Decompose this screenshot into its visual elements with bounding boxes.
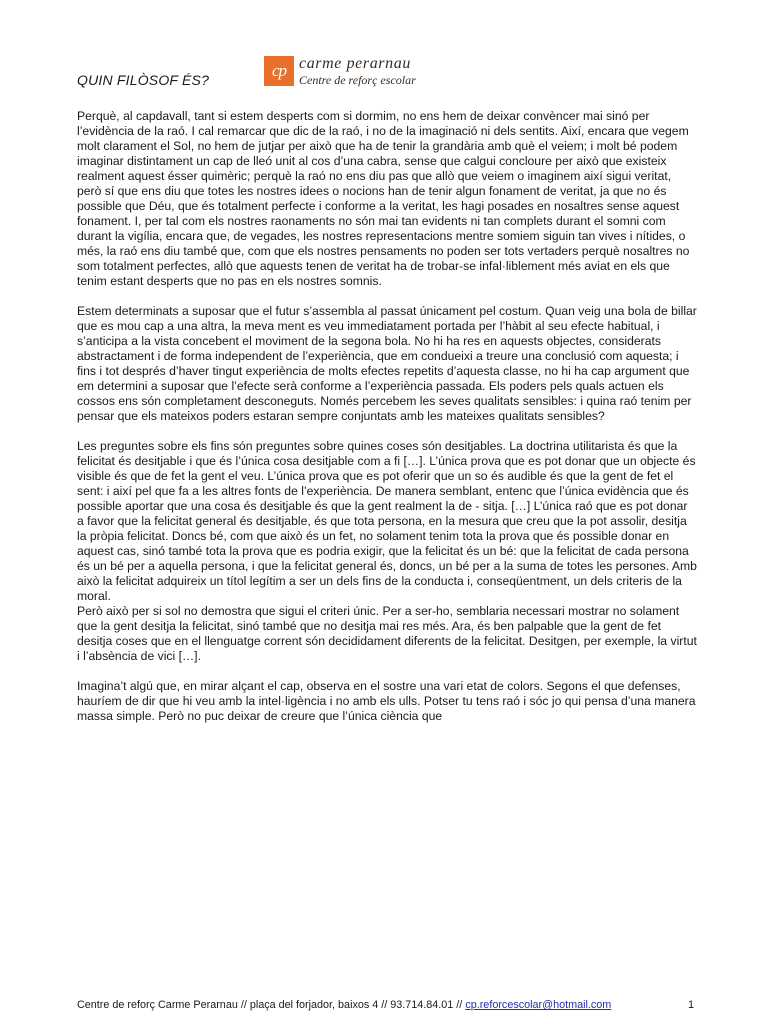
paragraph-plato: Imagina’t algú que, en mirar alçant el cap, observa en el sostre una vari etat de colors. Segons el que defenses, hauríem de dir que hi veu amb la intel·ligència i no amb els ulls. Potser tu tens raó i sóc jo qui pensa d’una manera massa simple. Però no puc deixar de creure que l’única ciència que xyxy=(77,679,696,723)
document-body xyxy=(77,109,697,724)
brand-logo xyxy=(264,56,416,86)
page-title: QUIN FILÒSOF ÉS? xyxy=(77,72,210,88)
paragraph-mill: Les preguntes sobre els fins són preguntes sobre quines coses són desitjables. La doctrina utilitarista és que la felicitat és desitjable i que és l’única cosa desitjable com a fi […]. L’única prova que es pot donar que un objecte és visible és que de fet la gent el veu. L’única prova que es pot oferir que un so és audible és que la gent de fet el sent: i així pel que fa a les altres fonts de l’experiència. De manera semblant, entenc que l’única evidència que és possible aportar que una cosa és desitjable és que la gent realment la de - sitja. […] L’única raó que es pot donar a favor que la felicitat general és desitjable, és que tota persona, en la mesura que creu que la pot assolir, desitja la pròpia felicitat. Doncs bé, com que això és un fet, no solament tenim tota la prova que és possible donar en aquest cas, sinó també tota la prova que es podria exigir, que la felicitat és un bé: que la felicitat de cada persona és un bé per a aquella persona, i que la felicitat general és, doncs, un bé per a la suma de totes les persones. Amb això la felicitat adquireix un títol legítim a ser un dels fins de la conducta i, conseqüentment, un dels criteris de la moral. xyxy=(77,439,697,603)
paragraph-hume: Estem determinats a suposar que el futur s’assembla al passat únicament pel costum. Quan veig una bola de billar que es mou cap a una altra, la meva ment es veu immediatament portada per l’hàbit al seu efecte habitual, i s’anticipa a la vista concebent el moviment de la segona bola. No hi ha res en aquests objectes, considerats abstractament i de forma independent de l’experiència, que em condueixi a treure una conclusió com aquesta; i fins i tot després d’haver tingut experiència de molts efectes repetits d’aquesta classe, no hi ha cap argument que em determini a suposar que l’efecte serà conforme a l’experiència passada. Els poders pels quals actuen els cossos ens són completament desconeguts. Només percebem les seves qualitats sensibles: i quina raó tenim per pensar que els mateixos poders estaran sempre conjuntats amb les mateixes qualitats sensibles? xyxy=(77,304,697,423)
page-number: 1 xyxy=(688,999,695,1011)
logo-name: carme perarnau xyxy=(299,55,411,72)
logo-mark: cp xyxy=(264,56,294,86)
page-footer xyxy=(77,999,697,1011)
logo-tagline: Centre de reforç escolar xyxy=(299,73,416,87)
paragraph-mill-continued: Però això per si sol no demostra que sigui el criteri únic. Per a ser-ho, semblaria necessari mostrar no solament que la gent desitja la felicitat, sinó també que no desitja mai res més. Ara, és ben palpable que la gent de fet desitja coses que en el llenguatge corrent són decididament diferents de la felicitat. Desitgen, per exemple, la virtut i l’absència de vici […]. xyxy=(77,604,697,663)
logo-text xyxy=(299,56,416,86)
paragraph-descartes: Perquè, al capdavall, tant si estem desperts com si dormim, no ens hem de deixar convèncer mai sinó per l’evidència de la raó. I cal remarcar que dic de la raó, i no de la imaginació ni dels sentits. Així, encara que vegem molt clarament el Sol, no hem de jutjar per això que ha de tenir la grandària amb què el veiem; i molt bé podem imaginar distintament un cap de lleó unit al cos d’una cabra, sense que calgui concloure per això que existeix realment aquest ésser quimèric; perquè la raó no ens diu pas que allò que veiem o imaginem així sigui veritat, però sí que ens diu que totes les nostres idees o nocions han de tenir algun fonament de veritat, ja que no és possible que Déu, que és totalment perfecte i conforme a la veritat, les hagi posades en nosaltres sense aquest fonament. I, per tal com els nostres raonaments no són mai tan evidents ni tan complets durant el somni com durant la vigília, encara que, de vegades, les nostres representacions mentre somiem siguin tan vives i nítides, o més, la raó ens diu també que, com que els nostres pensaments no poden ser tots vertaders perquè nosaltres no som totalment perfectes, allò que aquests tenen de veritat ha de trobar-se infal·liblement més aviat en els que tenim estant desperts que no pas en els nostres somnis. xyxy=(77,109,690,288)
footer-text: Centre de reforç Carme Perarnau // plaça del forjador, baixos 4 // 93.714.84.01 // xyxy=(77,999,466,1011)
footer-email-link[interactable]: cp.reforcescolar@hotmail.com xyxy=(465,999,612,1011)
